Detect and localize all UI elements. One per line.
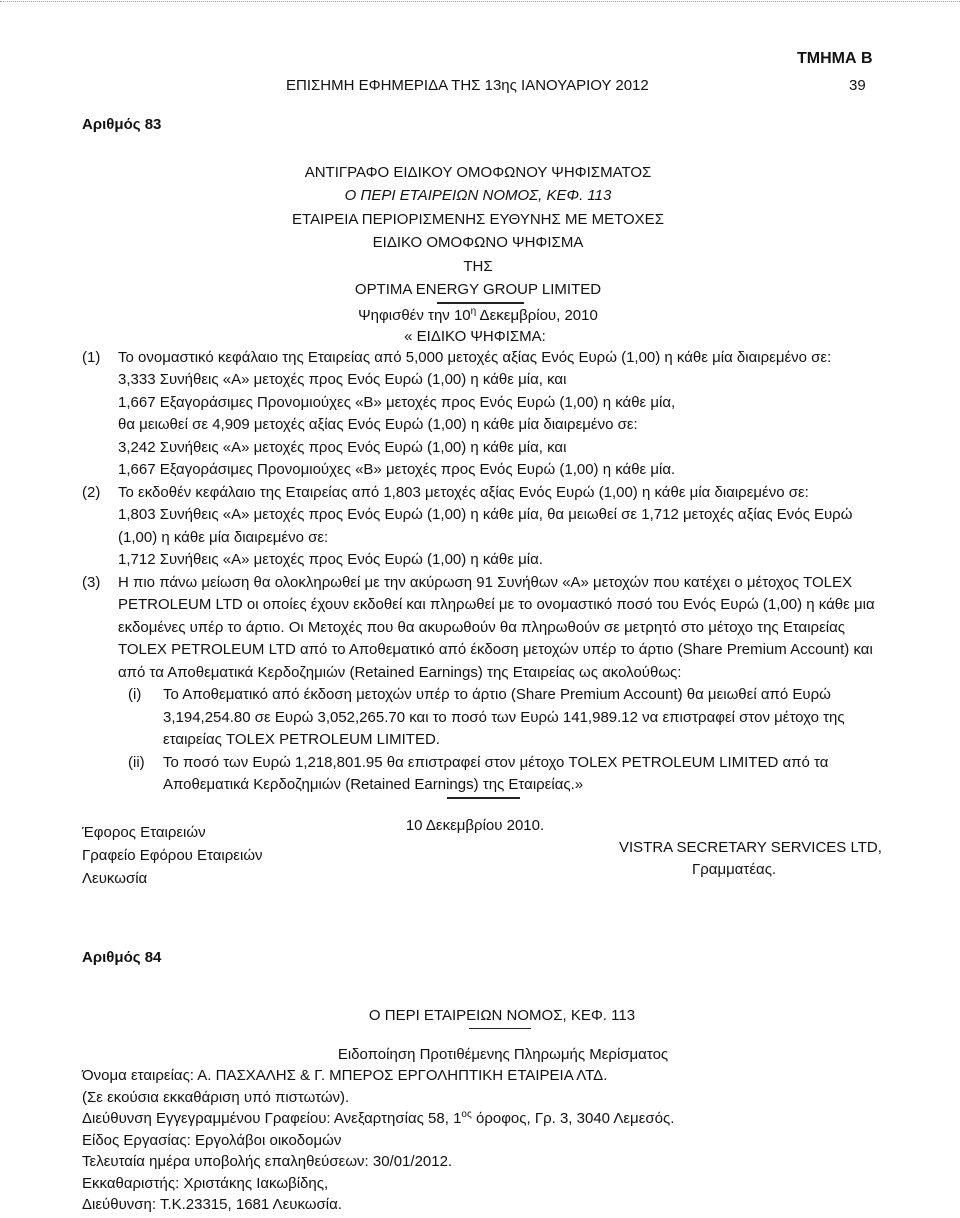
item-line: 1,667 Εξαγοράσιμες Προνομιούχες «Β» μετοχές προς Ενός Ευρώ (1,00) η κάθε μία, [118, 393, 676, 411]
notice-heading: Ειδοποίηση Προτιθέμενης Πληρωμής Μερίσματος [337, 1046, 669, 1063]
business-type-line: Είδος Εργασίας: Εργολάβοι οικοδομών [82, 1131, 342, 1149]
item-line: 3,242 Συνήθεις «Α» μετοχές προς Ενός Ευρώ (1,00) η κάθε μία, και [118, 438, 567, 456]
gazette-title: ΕΠΙΣΗΜΗ ΕΦΗΜΕΡΙΔΑ ΤΗΣ 13ης ΙΑΝΟΥΑΡΙΟΥ 2012 [286, 77, 649, 94]
recipient-line: Λευκωσία [82, 869, 148, 887]
item-text: Η πιο πάνω μείωση θα ολοκληρωθεί με την ακύρωση 91 Συνήθων «Α» μετοχών που κατέχει ο μέτοχος TOLEX [118, 573, 853, 591]
section-label: ΤΜΗΜΑ Β [797, 50, 873, 67]
subitem-line: 3,194,254.80 σε Ευρώ 3,052,265.70 και το ποσό των Ευρώ 141,989.12 να επιστραφεί στον μέτοχο της [163, 708, 845, 726]
item-label: (1) [82, 348, 101, 366]
item-line: εκδομένες υπέρ το άρτιο. Οι Μετοχές που θα ακυρωθούν θα πληρωθούν σε μετρητό στο μέτοχο της Εταιρείας [118, 618, 845, 636]
item-label: (2) [82, 483, 101, 501]
subitem-line: εταιρείας TOLEX PETROLEUM LIMITED. [163, 731, 440, 749]
registered-office-prefix: Διεύθυνση Εγγεγραμμένου Γραφείου: Ανεξαρτησίας 58, 1 [82, 1110, 462, 1127]
item-line [82, 347, 875, 370]
registered-office-superscript: ος [461, 1109, 472, 1120]
item-line [82, 482, 875, 505]
item-line [82, 572, 875, 595]
liquidation-type-line: (Σε εκούσια εκκαθάριση υπό πιστωτών). [82, 1088, 350, 1106]
item-line: από τα Αποθεματικά Κερδοζημιών (Retained Earnings) της Εταιρείας ως ακολούθως: [118, 663, 682, 681]
resolution-heading: « ΕΙΔΙΚΟ ΨΗΦΙΣΜΑ: [404, 328, 546, 345]
company-name-line: Όνομα εταιρείας: Α. ΠΑΣΧΑΛΗΣ & Γ. ΜΠΕΡΟΣ ΕΡΓΟΛΗΠΤΙΚΗ ΕΤΑΙΡΕΙΑ ΛΤΔ. [82, 1067, 608, 1084]
registered-office-line [82, 1108, 674, 1130]
passed-date-superscript: η [470, 306, 477, 317]
item-text: Το εκδοθέν κεφάλαιο της Εταιρείας από 1,803 μετοχές αξίας Ενός Ευρώ (1,00) η κάθε μία διαιρεμένο σε: [118, 483, 809, 501]
recipient-line: Γραφείο Εφόρου Εταιρειών [82, 846, 263, 864]
item-label: (3) [82, 573, 101, 591]
item-line: 1,803 Συνήθεις «Α» μετοχές προς Ενός Ευρώ (1,00) η κάθε μία, θα μειωθεί σε 1,712 μετοχές αξίας Ενός Ευρώ [118, 506, 853, 524]
recipient-block [82, 821, 263, 890]
title-line: ΕΙΔΙΚΟ ΟΜΟΦΩΝΟ ΨΗΦΙΣΜΑ [372, 234, 584, 252]
registered-office-suffix: όροφος, Γρ. 3, 3040 Λεμεσός. [471, 1110, 675, 1127]
title-line-law: Ο ΠΕΡΙ ΕΤΑΙΡΕΙΩΝ ΝΟΜΟΣ, ΚΕΦ. 113 [344, 187, 612, 205]
notice-84-body [82, 1065, 674, 1216]
liquidator-line: Εκκαθαριστής: Χριστάκης Ιακωβίδης, [82, 1174, 329, 1192]
subitem-label: (i) [128, 686, 142, 704]
signature-date: 10 Δεκεμβρίου 2010. [405, 817, 545, 834]
subitem-text: Το Αποθεματικό από έκδοση μετοχών υπέρ το άρτιο (Share Premium Account) θα μειωθεί από Ευρώ [163, 686, 831, 704]
subitem-line [82, 684, 875, 707]
item-line: PETROLEUM LTD οι οποίες έχουν εκδοθεί και πληρωθεί με το ονομαστικό ποσό του Ενός Ευρώ (1,00) η κάθε μια [118, 596, 875, 614]
divider [447, 797, 520, 799]
scan-edge [0, 1, 960, 2]
notice-number-83: Αριθμός 83 [82, 116, 162, 133]
divider [469, 1028, 531, 1029]
item-line: θα μειωθεί σε 4,909 μετοχές αξίας Ενός Ευρώ (1,00) η κάθε μία διαιρεμένο σε: [118, 416, 638, 434]
title-line: ΑΝΤΙΓΡΑΦΟ ΕΙΔΙΚΟΥ ΟΜΟΦΩΝΟΥ ΨΗΦΙΣΜΑΤΟΣ [304, 164, 652, 181]
item-line: 1,712 Συνήθεις «Α» μετοχές προς Ενός Ευρώ (1,00) η κάθε μία. [118, 551, 543, 569]
item-line: TOLEX PETROLEUM LTD από το Αποθεματικό από έκδοση μετοχών υπέρ το άρτιο (Share Premium Account) και [118, 641, 873, 659]
item-line: (1,00) η κάθε μία διαιρεμένο σε: [118, 528, 329, 546]
last-proof-date-line: Τελευταία ημέρα υποβολής επαληθεύσεων: 30/01/2012. [82, 1153, 453, 1170]
liquidator-address-line: Διεύθυνση: Τ.Κ.23315, 1681 Λευκωσία. [82, 1196, 342, 1213]
subitem-text: Το ποσό των Ευρώ 1,218,801.95 θα επιστραφεί στον μέτοχο TOLEX PETROLEUM LIMITED από τα [163, 753, 829, 771]
law-title: Ο ΠΕΡΙ ΕΤΑΙΡΕΙΩΝ ΝΟΜΟΣ, ΚΕΦ. 113 [368, 1007, 636, 1024]
item-line: 3,333 Συνήθεις «Α» μετοχές προς Ενός Ευρώ (1,00) η κάθε μία, και [118, 371, 567, 389]
recipient-line: Έφορος Εταιρειών [82, 823, 206, 841]
notice-number-84: Αριθμός 84 [82, 949, 162, 966]
passed-date-suffix: Δεκεμβρίου, 2010 [476, 307, 598, 324]
passed-date-prefix: Ψηφισθέν την 10 [358, 307, 471, 324]
signatory-role: Γραμματέας. [692, 861, 777, 878]
resolution-title-block [178, 161, 778, 301]
subitem-line [82, 752, 875, 775]
divider [437, 302, 524, 304]
item-line: 1,667 Εξαγοράσιμες Προνομιούχες «Β» μετοχές προς Ενός Ευρώ (1,00) η κάθε μία. [118, 461, 676, 479]
title-line: ΕΤΑΙΡΕΙΑ ΠΕΡΙΟΡΙΣΜΕΝΗΣ ΕΥΘΥΝΗΣ ΜΕ ΜΕΤΟΧΕΣ [292, 210, 664, 228]
subitem-label: (ii) [128, 753, 145, 771]
title-line: ΤΗΣ [463, 257, 493, 275]
company-name: OPTIMA ENERGY GROUP LIMITED [354, 281, 602, 299]
passed-date [178, 305, 778, 327]
signatory-name: VISTRA SECRETARY SERVICES LTD, [619, 839, 882, 856]
page-number: 39 [849, 77, 866, 94]
subitem-line: Αποθεματικά Κερδοζημιών (Retained Earnings) της Εταιρείας.» [163, 776, 584, 794]
item-text: Το ονομαστικό κεφάλαιο της Εταιρείας από 5,000 μετοχές αξίας Ενός Ευρώ (1,00) η κάθε μία διαιρεμένο σε: [118, 348, 832, 366]
resolution-items [82, 347, 875, 797]
